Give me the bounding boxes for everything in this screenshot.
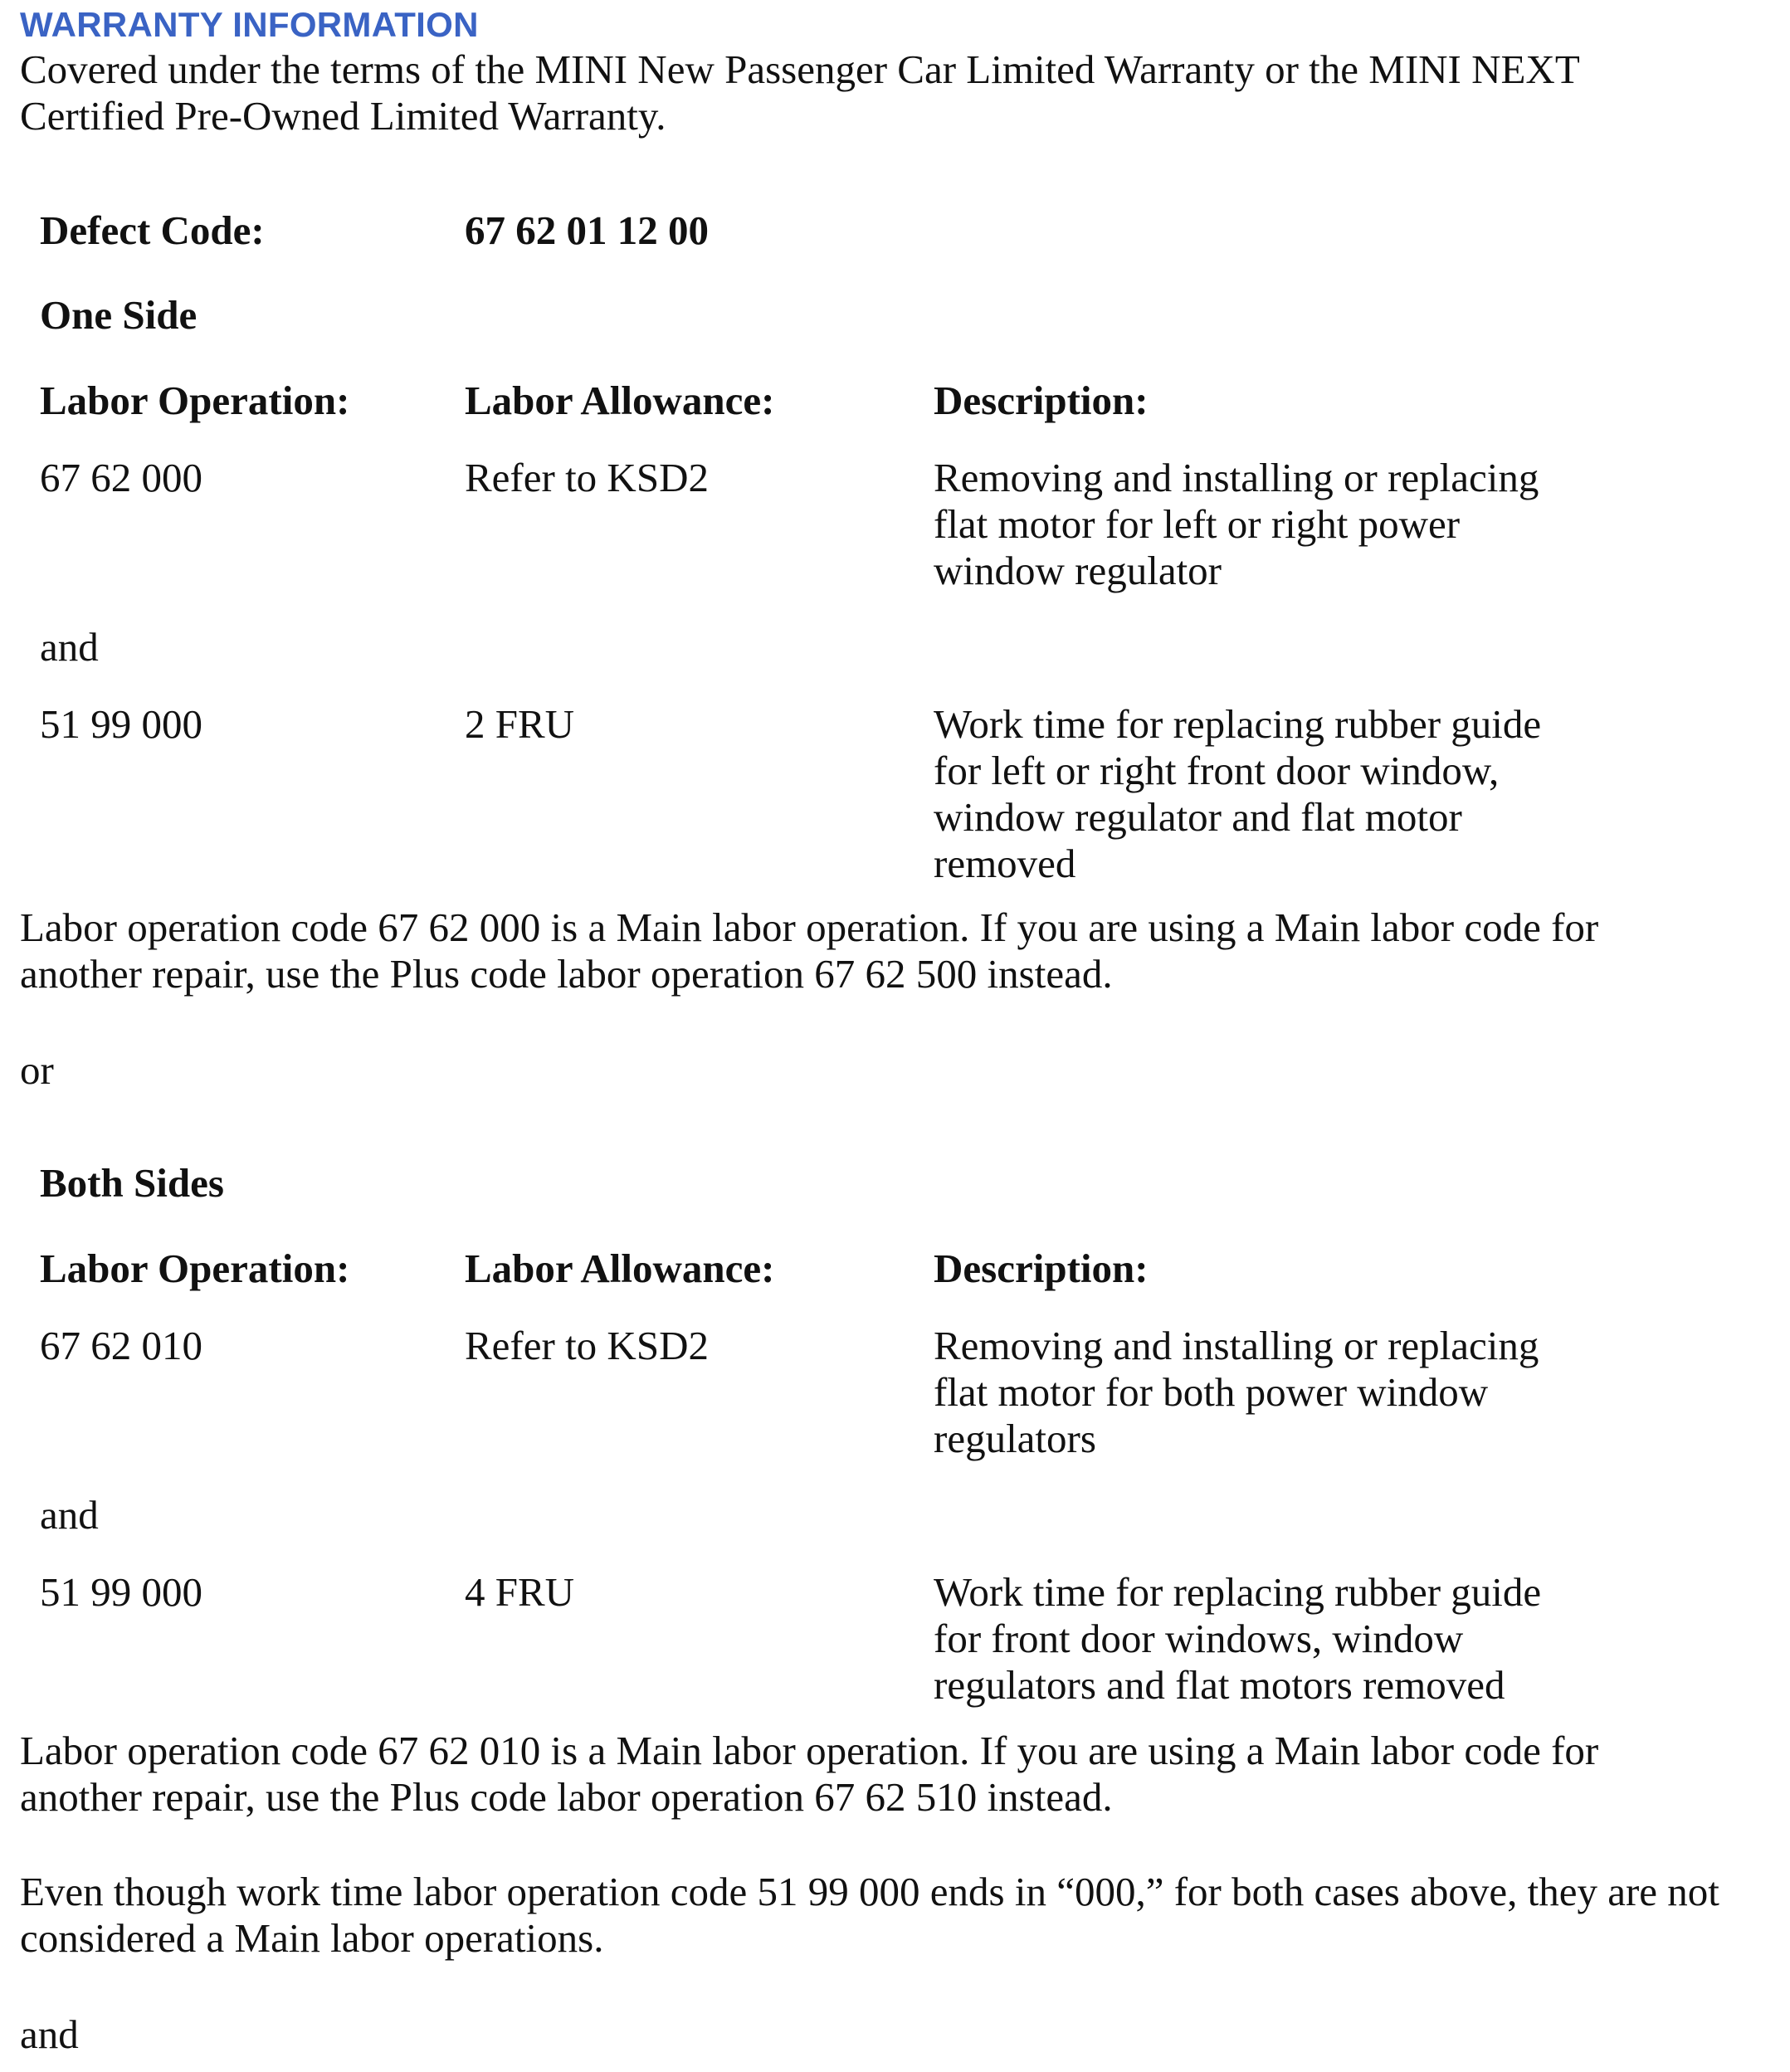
- one-side-note-line-1: Labor operation code 67 62 000 is a Main labor operation. If you are using a Main labor code for: [20, 904, 1599, 950]
- intro-line-2: Certified Pre-Owned Limited Warranty.: [20, 93, 666, 139]
- both-sides-note-line-2: another repair, use the Plus code labor operation 67 62 510 instead.: [20, 1774, 1113, 1820]
- both-sides-row2-description-line-3: regulators and flat motors removed: [934, 1662, 1505, 1708]
- both-sides-row2-description-line-2: for front door windows, window: [934, 1616, 1464, 1661]
- both-sides-row2-operation: 51 99 000: [40, 1569, 202, 1615]
- one-side-row1-description-line-2: flat motor for left or right power: [934, 501, 1461, 547]
- one-side-row2-description-line-1: Work time for replacing rubber guide: [934, 701, 1542, 747]
- one-side-row1-allowance: Refer to KSD2: [465, 455, 709, 500]
- one-side-row2-description-line-3: window regulator and flat motor: [934, 794, 1462, 840]
- defect-code-value: 67 62 01 12 00: [465, 207, 709, 253]
- both-sides-and-label: and: [40, 1492, 99, 1538]
- both-sides-row1-description-line-1: Removing and installing or replacing: [934, 1323, 1539, 1368]
- both-sides-title: Both Sides: [40, 1160, 224, 1206]
- both-sides-header-description: Description:: [934, 1246, 1149, 1291]
- final-note-line-1: Even though work time labor operation code 51 99 000 ends in “000,” for both cases above, they are not: [20, 1869, 1719, 1914]
- final-note-line-2: considered a Main labor operations.: [20, 1915, 604, 1961]
- both-sides-note-line-1: Labor operation code 67 62 010 is a Main labor operation. If you are using a Main labor code for: [20, 1728, 1599, 1773]
- section-heading: WARRANTY INFORMATION: [20, 5, 479, 44]
- both-sides-row1-operation: 67 62 010: [40, 1323, 202, 1368]
- one-side-row2-description-line-2: for left or right front door window,: [934, 748, 1500, 793]
- both-sides-row2-allowance: 4 FRU: [465, 1569, 575, 1615]
- both-sides-row1-description-line-3: regulators: [934, 1416, 1096, 1461]
- one-side-row2-operation: 51 99 000: [40, 701, 202, 747]
- one-side-header-labor-allowance: Labor Allowance:: [465, 378, 775, 423]
- one-side-header-labor-operation: Labor Operation:: [40, 378, 350, 423]
- one-side-row2-allowance: 2 FRU: [465, 701, 575, 747]
- both-sides-row1-description-line-2: flat motor for both power window: [934, 1369, 1489, 1415]
- final-and-label: and: [20, 2011, 79, 2057]
- one-side-row1-operation: 67 62 000: [40, 455, 202, 500]
- defect-code-label: Defect Code:: [40, 207, 265, 253]
- one-side-row1-description-line-3: window regulator: [934, 548, 1222, 593]
- one-side-title: One Side: [40, 292, 198, 338]
- both-sides-row2-description-line-1: Work time for replacing rubber guide: [934, 1569, 1542, 1615]
- both-sides-header-labor-operation: Labor Operation:: [40, 1246, 350, 1291]
- one-side-note-line-2: another repair, use the Plus code labor operation 67 62 500 instead.: [20, 951, 1113, 997]
- one-side-row1-description-line-1: Removing and installing or replacing: [934, 455, 1539, 500]
- one-side-header-description: Description:: [934, 378, 1149, 423]
- intro-line-1: Covered under the terms of the MINI New Passenger Car Limited Warranty or the MINI NEXT: [20, 46, 1580, 92]
- or-label: or: [20, 1047, 54, 1093]
- both-sides-header-labor-allowance: Labor Allowance:: [465, 1246, 775, 1291]
- one-side-and-label: and: [40, 624, 99, 670]
- both-sides-row1-allowance: Refer to KSD2: [465, 1323, 709, 1368]
- one-side-row2-description-line-4: removed: [934, 841, 1076, 886]
